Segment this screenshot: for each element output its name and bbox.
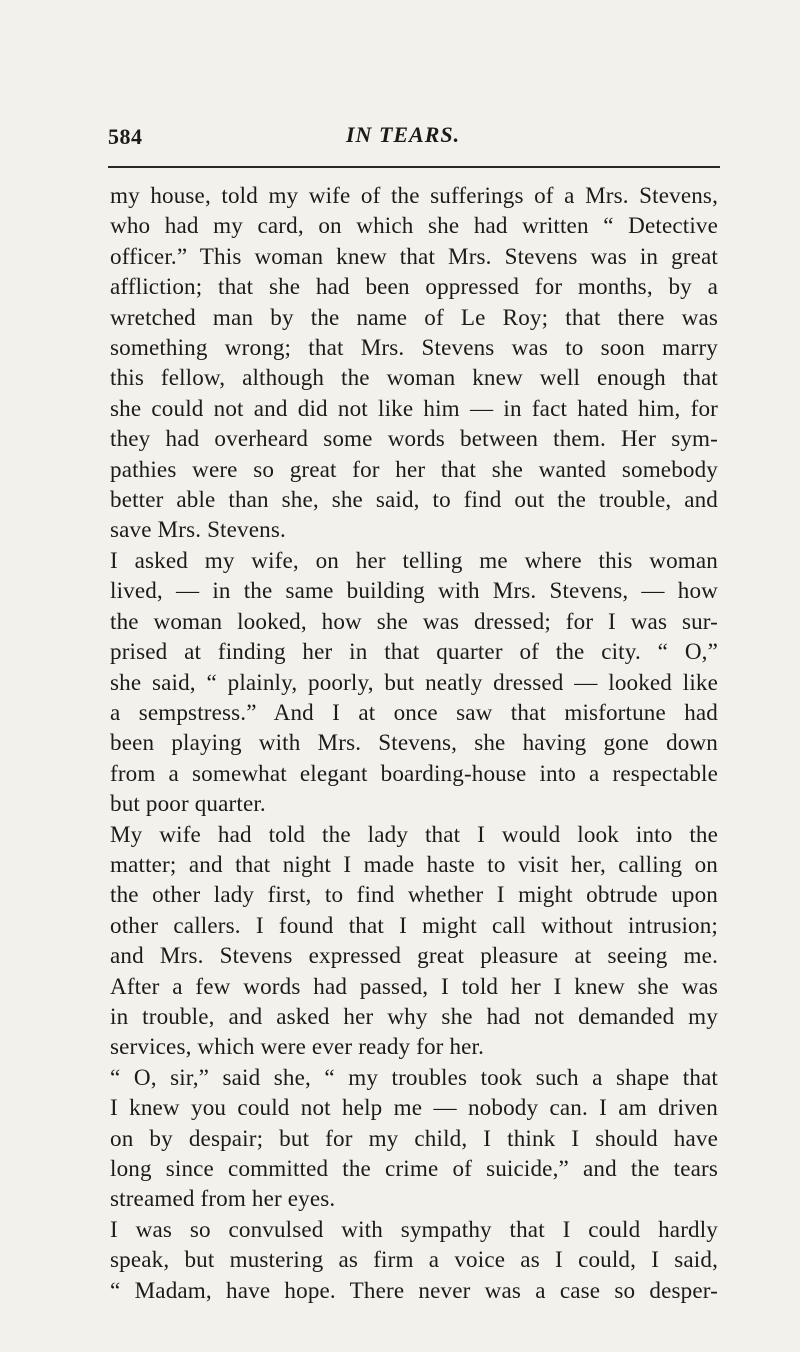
text-line: from a somewhat elegant boarding-house into a respectable [110, 759, 718, 786]
text-line: better able than she, she said, to find out the trouble, and [110, 486, 718, 513]
text-line: she could not and did not like him — in fact hated him, for [110, 394, 718, 421]
text-line: matter; and that night I made haste to visit her, calling on [110, 850, 718, 877]
text-line: prised at finding her in that quarter of the city. “ O,” [110, 638, 718, 665]
text-line: this fellow, although the woman knew well enough that [110, 364, 718, 391]
text-line: something wrong; that Mrs. Stevens was to soon marry [110, 334, 718, 361]
text-line: streamed from her eyes. [110, 1185, 336, 1212]
text-line: I asked my wife, on her telling me where this woman [110, 546, 718, 573]
text-line: save Mrs. Stevens. [110, 516, 286, 543]
text-line: the other lady first, to find whether I might obtrude upon [110, 881, 718, 908]
body-text [110, 180, 718, 1305]
text-line: lived, — in the same building with Mrs. Stevens, — how [110, 577, 718, 604]
header-rule [108, 166, 720, 168]
paragraph-5 [110, 1214, 718, 1305]
text-line: speak, but mustering as firm a voice as I could, I said, [110, 1246, 718, 1273]
text-line: I knew you could not help me — nobody can. I am driven [110, 1094, 718, 1121]
running-head [108, 120, 718, 154]
text-line: other callers. I found that I might call without intrusion; [110, 911, 718, 938]
paragraph-2 [110, 545, 718, 819]
text-line: long since committed the crime of suicide,” and the tears [110, 1155, 718, 1181]
running-title: IN TEARS. [346, 122, 461, 147]
paragraph-3 [110, 819, 718, 1062]
text-line: and Mrs. Stevens expressed great pleasure at seeing me. [110, 942, 718, 969]
text-line: on by despair; but for my child, I think I should have [110, 1124, 718, 1151]
paragraph-4 [110, 1062, 718, 1214]
text-line: been playing with Mrs. Stevens, she having gone down [110, 729, 718, 756]
text-line: pathies were so great for her that she wanted somebody [110, 455, 718, 482]
text-line: my house, told my wife of the sufferings of a Mrs. Stevens, [110, 182, 718, 208]
text-line: but poor quarter. [110, 790, 266, 817]
text-line: in trouble, and asked her why she had not demanded my [110, 1002, 718, 1029]
text-line: After a few words had passed, I told her I knew she was [110, 972, 718, 999]
text-line: a sempstress.” And I at once saw that misfortune had [110, 698, 718, 725]
page-number: 584 [108, 124, 143, 149]
text-line: My wife had told the lady that I would look into the [110, 820, 718, 847]
text-line: officer.” This woman knew that Mrs. Stevens was in great [110, 242, 718, 269]
text-line: “ Madam, have hope. There never was a case so desper- [110, 1276, 718, 1303]
text-line: they had overheard some words between them. Her sym- [110, 425, 718, 452]
text-line: she said, “ plainly, poorly, but neatly dressed — looked like [110, 668, 718, 695]
text-line: services, which were ever ready for her. [110, 1033, 485, 1060]
text-line: affliction; that she had been oppressed for months, by a [110, 273, 718, 300]
text-line: I was so convulsed with sympathy that I could hardly [110, 1215, 718, 1242]
text-line: the woman looked, how she was dressed; for I was sur- [110, 607, 718, 634]
text-line: “ O, sir,” said she, “ my troubles took such a shape that [110, 1063, 718, 1090]
text-line: who had my card, on which she had written “ Detective [110, 212, 718, 239]
paragraph-1 [110, 180, 718, 545]
text-line: wretched man by the name of Le Roy; that there was [110, 303, 718, 330]
